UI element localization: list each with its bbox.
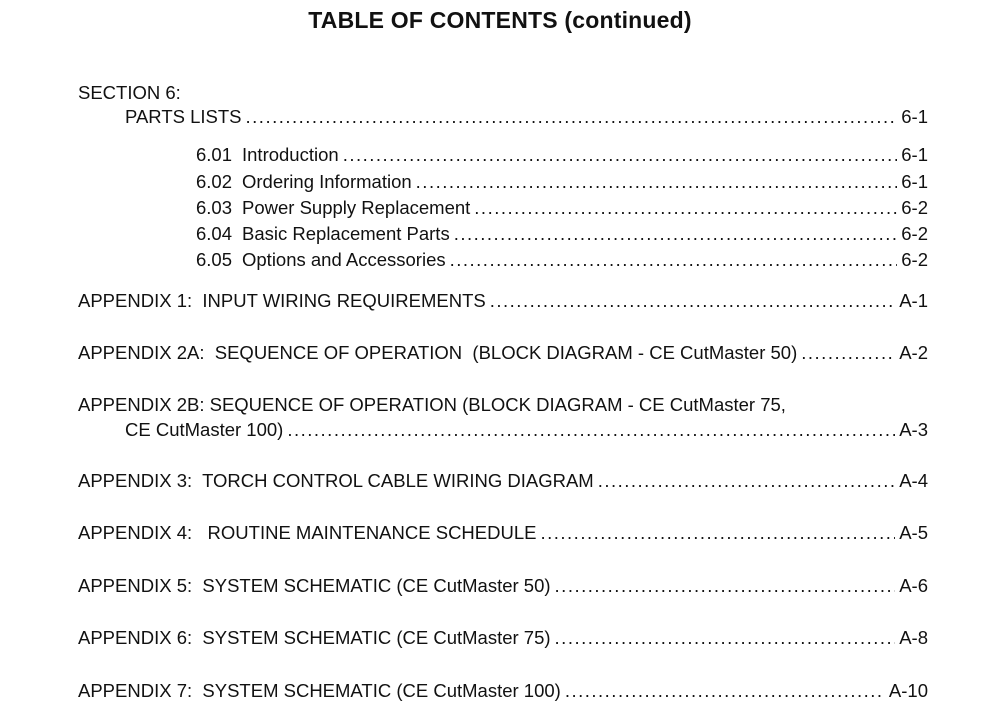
toc-entry-page: 6-1 xyxy=(901,106,928,127)
toc-entry-appendix-7[interactable] xyxy=(78,679,928,703)
toc-entry-label: APPENDIX 1: INPUT WIRING REQUIREMENTS xyxy=(78,290,486,311)
toc-entry-label-continuation: CE CutMaster 100) xyxy=(125,419,284,440)
toc-entry-page: A-6 xyxy=(899,575,928,596)
toc-entry-page: A-8 xyxy=(899,627,928,648)
toc-entry-appendix-6[interactable] xyxy=(78,626,928,650)
toc-entry-label xyxy=(196,170,412,194)
toc-entry-title: Basic Replacement Parts xyxy=(242,223,450,244)
toc-entry-6-03[interactable] xyxy=(196,196,928,220)
page-title: TABLE OF CONTENTS (continued) xyxy=(308,7,692,33)
toc-entry-title: Ordering Information xyxy=(242,171,412,192)
toc-entry-appendix-2b[interactable] xyxy=(125,418,928,442)
toc-entry-appendix-5[interactable] xyxy=(78,574,928,598)
toc-entry-number: 6.04 xyxy=(196,223,233,244)
toc-entry-6-01[interactable] xyxy=(196,143,928,167)
toc-entry-label xyxy=(196,143,339,167)
toc-entry-label xyxy=(196,248,446,272)
toc-entry-appendix-3[interactable] xyxy=(78,469,928,493)
dot-leader xyxy=(246,105,898,129)
section-heading: SECTION 6: xyxy=(78,82,181,103)
toc-entry-label: APPENDIX 4: ROUTINE MAINTENANCE SCHEDULE xyxy=(78,522,537,543)
dot-leader xyxy=(454,222,898,246)
toc-entry-page: 6-1 xyxy=(901,144,928,165)
toc-entry-number: 6.02 xyxy=(196,171,233,192)
toc-entry-page: A-3 xyxy=(899,419,928,440)
toc-entry-page: A-4 xyxy=(899,470,928,491)
toc-entry-appendix-1[interactable] xyxy=(78,289,928,313)
toc-entry-page: 6-2 xyxy=(901,249,928,270)
toc-entry-page: A-10 xyxy=(888,680,928,701)
dot-leader xyxy=(555,626,896,650)
toc-entry-page: 6-2 xyxy=(901,197,928,218)
dot-leader xyxy=(565,679,885,703)
toc-entry-number: 6.05 xyxy=(196,249,233,270)
toc-entry-label: PARTS LISTS xyxy=(125,106,242,127)
toc-entry-label: APPENDIX 6: SYSTEM SCHEMATIC (CE CutMaster 75) xyxy=(78,627,551,648)
toc-entry-title: Power Supply Replacement xyxy=(242,197,471,218)
toc-entry-appendix-2b-label[interactable]: APPENDIX 2B: SEQUENCE OF OPERATION (BLOCK DIAGRAM - CE CutMaster 75, xyxy=(78,394,786,415)
dot-leader xyxy=(474,196,897,220)
toc-entry-title: Introduction xyxy=(242,144,339,165)
toc-entry-label: APPENDIX 7: SYSTEM SCHEMATIC (CE CutMaster 100) xyxy=(78,680,561,701)
toc-entry-page: A-1 xyxy=(899,290,928,311)
toc-entry-page: A-2 xyxy=(899,342,928,363)
toc-entry-page: 6-1 xyxy=(901,171,928,192)
toc-entry-6-04[interactable] xyxy=(196,222,928,246)
dot-leader xyxy=(490,289,895,313)
toc-entry-label: APPENDIX 3: TORCH CONTROL CABLE WIRING DIAGRAM xyxy=(78,470,594,491)
dot-leader xyxy=(416,170,898,194)
toc-entry-label: APPENDIX 5: SYSTEM SCHEMATIC (CE CutMaster 50) xyxy=(78,575,551,596)
toc-entry-6-05[interactable] xyxy=(196,248,928,272)
toc-entry-appendix-4[interactable] xyxy=(78,521,928,545)
toc-entry-number: 6.01 xyxy=(196,144,233,165)
dot-leader xyxy=(555,574,896,598)
toc-entry-number: 6.03 xyxy=(196,197,233,218)
dot-leader xyxy=(598,469,896,493)
dot-leader xyxy=(801,341,895,365)
toc-entry-label xyxy=(196,196,470,220)
toc-entry-label: APPENDIX 2A: SEQUENCE OF OPERATION (BLOCK DIAGRAM - CE CutMaster 50) xyxy=(78,342,798,363)
toc-entry-appendix-2a[interactable] xyxy=(78,341,928,365)
dot-leader xyxy=(287,418,895,442)
toc-entry-page: 6-2 xyxy=(901,223,928,244)
toc-entry-6-02[interactable] xyxy=(196,170,928,194)
dot-leader xyxy=(450,248,898,272)
dot-leader xyxy=(540,521,895,545)
toc-entry-label xyxy=(196,222,450,246)
toc-entry-title: Options and Accessories xyxy=(242,249,446,270)
toc-entry-parts-lists[interactable] xyxy=(125,105,928,129)
dot-leader xyxy=(343,143,898,167)
toc-entry-page: A-5 xyxy=(899,522,928,543)
